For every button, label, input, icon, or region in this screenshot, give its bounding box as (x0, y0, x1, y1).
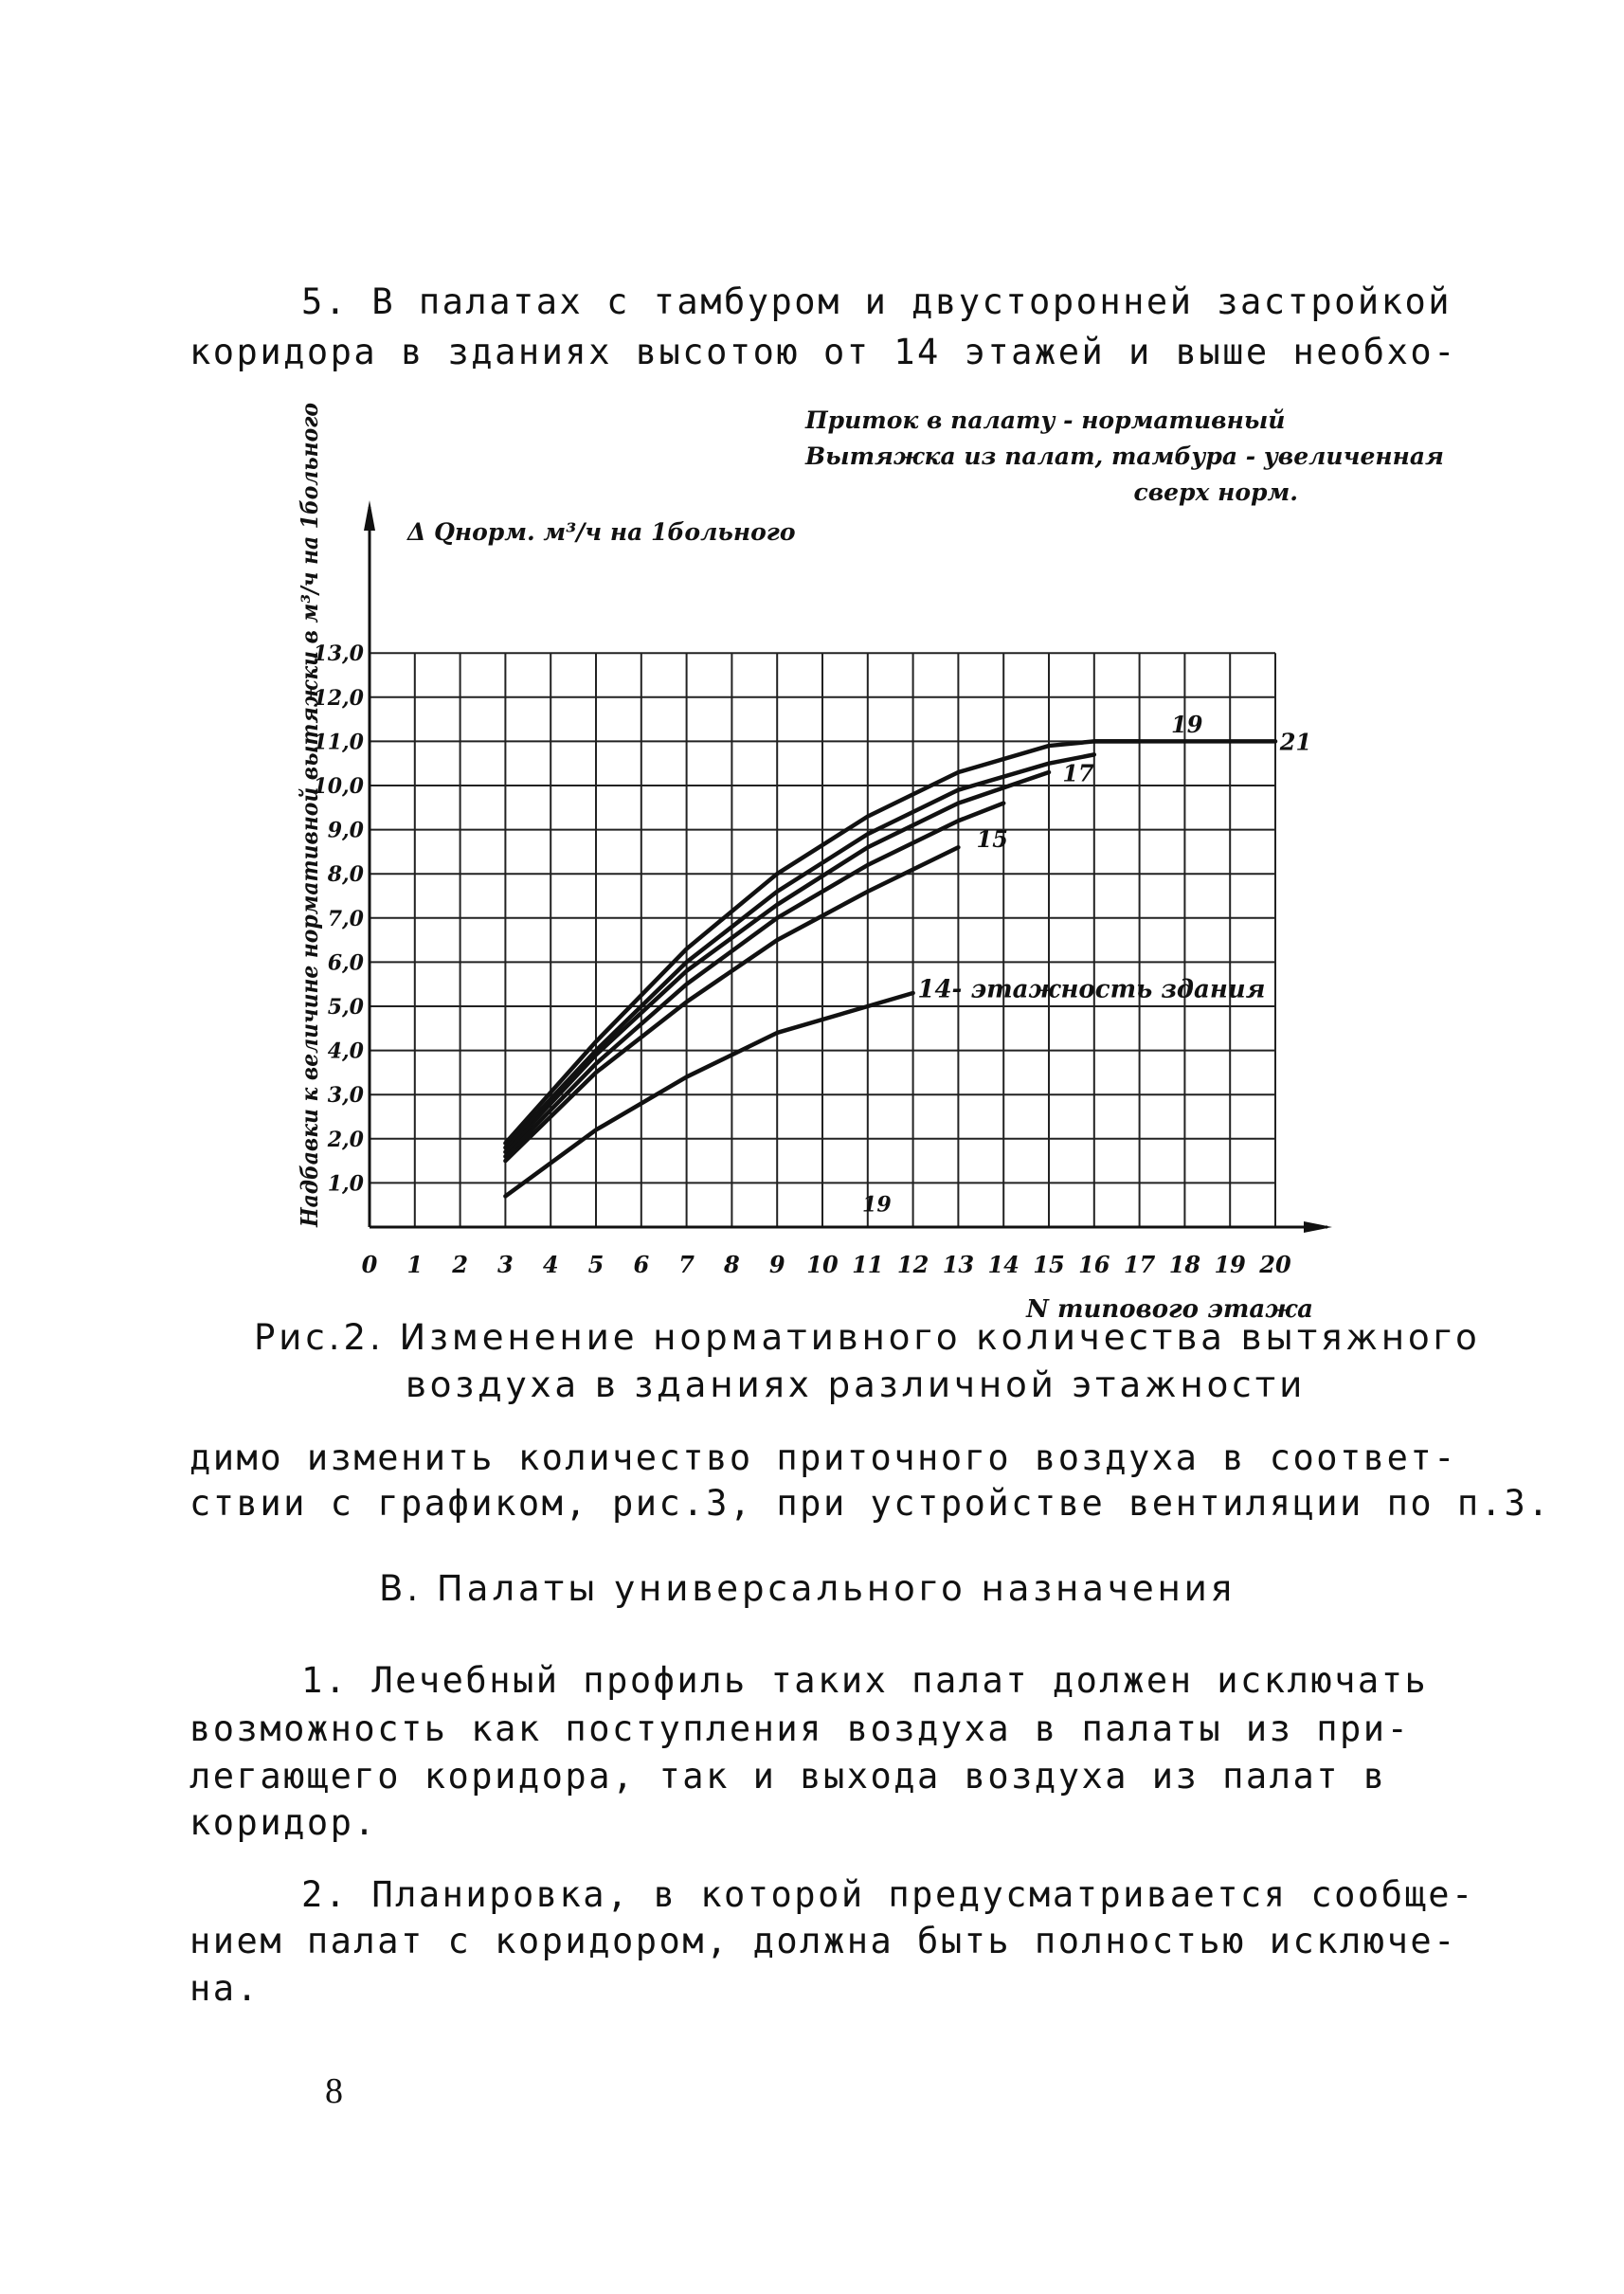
x-axis-title: N типового этажа (1026, 1295, 1313, 1324)
x-axis-arrow (1304, 1221, 1332, 1233)
x-tick-label: 13 (942, 1251, 975, 1278)
para5-line-3: димо изменить количество приточного воздуха в соответ- (189, 1437, 1457, 1478)
y-tick-label: 10,0 (313, 774, 364, 799)
para5-line-2: коридора в зданиях высотою от 14 этажей и выше необхо- (189, 332, 1457, 372)
x-tick-label: 20 (1259, 1251, 1291, 1278)
y-tick-label: 5,0 (327, 995, 364, 1020)
legend-note-line-2: Вытяжка из палат, тамбура - увеличенная (805, 443, 1444, 470)
curve-label-15: 15 (976, 825, 1008, 854)
x-tick-label: 17 (1123, 1251, 1156, 1278)
x-tick-label: 8 (724, 1251, 740, 1278)
y-axis-title: Δ Qнорм. м³/ч на 1больного (407, 518, 796, 546)
figure-caption-line-1: Рис.2. Изменение нормативного количества вытяжного (254, 1317, 1481, 1358)
x-tick-label: 18 (1168, 1251, 1201, 1278)
y-axis-arrow (364, 500, 375, 531)
section-heading: В. Палаты универсального назначения (379, 1568, 1236, 1609)
x-tick-label: 14 (987, 1251, 1020, 1278)
curve-label-17: 17 (1062, 759, 1094, 787)
curve-label-21: 21 (1279, 728, 1312, 756)
chart-series (505, 741, 1275, 1196)
item1-line-4: коридор. (189, 1802, 378, 1843)
x-tick-label: 12 (896, 1251, 929, 1278)
x-tick-label: 0 (361, 1251, 378, 1278)
chart-axes (364, 500, 1332, 1233)
item1-line-3: легающего коридора, так и выхода воздуха из палат в (189, 1756, 1387, 1797)
curve-label-14: 14- этажность здания (917, 975, 1266, 1004)
y-tick-label: 13,0 (313, 641, 364, 667)
y-tick-label: 1,0 (327, 1171, 364, 1197)
y-tick-label: 11,0 (313, 730, 364, 755)
item2-line-3: на. (189, 1968, 261, 2009)
item1-line-2: возможность как поступления воздуха в палаты из при- (189, 1708, 1411, 1749)
item2-line-2: нием палат с коридором, должна быть полностью исключе- (189, 1921, 1457, 1961)
x-tick-label: 16 (1078, 1251, 1110, 1278)
x-tick-label: 4 (542, 1251, 559, 1278)
x-tick-label: 11 (852, 1251, 884, 1278)
y-tick-label: 2,0 (327, 1127, 364, 1152)
x-tick-label: 19 (1214, 1251, 1246, 1278)
para5-line-4: ствии с графиком, рис.3, при устройстве вентиляции по п.3. (189, 1483, 1552, 1524)
page-number: 8 (325, 2071, 343, 2111)
figure-caption-line-2: воздуха в зданиях различной этажности (406, 1364, 1307, 1405)
para5-line-1: 5. В палатах с тамбуром и двусторонней застройкой (301, 281, 1453, 322)
y-tick-label: 6,0 (327, 950, 364, 976)
x-tick-label: 1 (406, 1251, 424, 1278)
y-tick-label: 8,0 (327, 862, 364, 888)
x-tick-label: 7 (678, 1251, 695, 1278)
x-tick-label: 6 (633, 1251, 650, 1278)
y-tick-label: 7,0 (327, 906, 364, 931)
x-tick-label: 10 (806, 1251, 839, 1278)
y-tick-label: 4,0 (327, 1039, 364, 1064)
x-tick-label: 3 (497, 1251, 514, 1278)
y-tick-label: 9,0 (327, 818, 364, 843)
y-axis-side-title: Надбавки к величине нормативной вытяжки в м³/ч на 1больного (296, 320, 323, 1227)
y-tick-label: 12,0 (313, 685, 364, 711)
x-tick-label: 9 (768, 1251, 785, 1278)
y-tick-label: 3,0 (327, 1083, 364, 1109)
bottom-label-19: 19 (862, 1192, 892, 1218)
x-tick-label: 15 (1033, 1251, 1065, 1278)
x-tick-label: 2 (452, 1251, 468, 1278)
x-tick-label: 5 (587, 1251, 604, 1278)
curve-label-19: 19 (1171, 711, 1203, 739)
legend-note-line-3: сверх норм. (1133, 479, 1298, 506)
series-line-18 (505, 754, 1093, 1147)
item1-line-1: 1. Лечебный профиль таких палат должен исключать (301, 1660, 1429, 1701)
legend-note-line-1: Приток в палату - нормативный (805, 406, 1286, 434)
item2-line-1: 2. Планировка, в которой предусматривается сообще- (301, 1874, 1475, 1915)
